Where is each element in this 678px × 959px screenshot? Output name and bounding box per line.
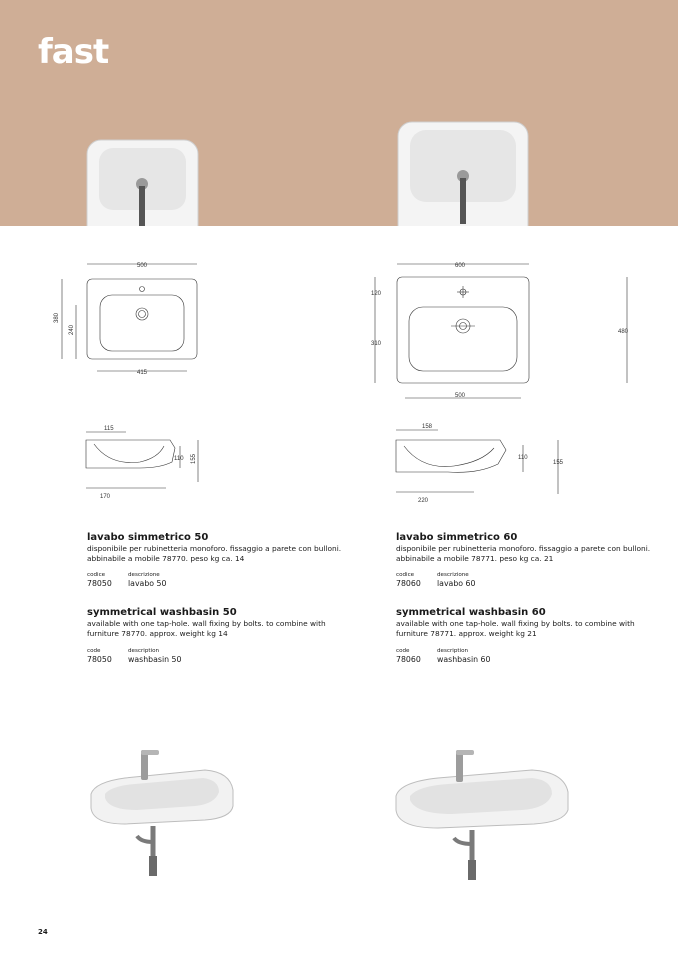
dim-side-bottom: 220 bbox=[418, 498, 429, 504]
code-label: codice bbox=[396, 572, 415, 578]
dim-side-h1: 110 bbox=[518, 455, 528, 461]
product-name: washbasin 60 bbox=[437, 655, 491, 664]
washbasin-50-top-drawing bbox=[52, 255, 202, 380]
product-name: washbasin 50 bbox=[128, 655, 182, 664]
dim-side-h2: 155 bbox=[553, 460, 564, 466]
dim-depth: 480 bbox=[618, 329, 629, 335]
washbasin-50-top-photo bbox=[85, 138, 200, 226]
product-60-desc-en: available with one tap-hole. wall fixing by bolts. to combine with furniture 78771. approx. weight kg 21 bbox=[396, 619, 635, 638]
product-code: 78050 bbox=[87, 579, 112, 588]
dim-top-width: 600 bbox=[455, 263, 466, 269]
dim-depth: 380 bbox=[54, 312, 60, 323]
page-number: 24 bbox=[38, 928, 48, 936]
product-code: 78060 bbox=[396, 579, 421, 588]
dim-side-h2: 155 bbox=[191, 453, 197, 464]
product-60-title-it: lavabo simmetrico 60 bbox=[396, 532, 518, 543]
product-code: 78060 bbox=[396, 655, 421, 664]
dim-upper: 120 bbox=[371, 291, 382, 297]
brand-logo: fast bbox=[38, 32, 109, 72]
dim-side-top: 115 bbox=[104, 426, 114, 432]
product-50-desc-en: available with one tap-hole. wall fixing by bolts. to combine with furniture 78770. approx. weight kg 14 bbox=[87, 619, 326, 638]
dim-side-top: 158 bbox=[422, 424, 433, 430]
washbasin-60-photo bbox=[392, 744, 572, 884]
washbasin-60-side-drawing bbox=[388, 418, 573, 508]
dim-bottom-width: 415 bbox=[137, 370, 148, 376]
washbasin-60-top-photo bbox=[396, 120, 530, 226]
dim-side-h1: 110 bbox=[174, 456, 184, 462]
product-60-desc-it: disponibile per rubinetteria monoforo. fissaggio a parete con bulloni. abbinabile a mobile 78771. peso kg ca. 21 bbox=[396, 544, 651, 563]
product-name: lavabo 50 bbox=[128, 579, 167, 588]
washbasin-50-photo bbox=[85, 742, 235, 882]
product-50-desc-it: disponibile per rubinetteria monoforo. fissaggio a parete con bulloni. abbinabile a mobile 78770. peso kg ca. 14 bbox=[87, 544, 342, 563]
description-label: description bbox=[128, 648, 160, 654]
description-label: description bbox=[437, 648, 469, 654]
description-label: descrizione bbox=[437, 572, 469, 578]
product-name: lavabo 60 bbox=[437, 579, 476, 588]
product-code: 78050 bbox=[87, 655, 112, 664]
product-60-title-en: symmetrical washbasin 60 bbox=[396, 607, 546, 618]
description-label: descrizione bbox=[128, 572, 160, 578]
dim-depth-inner: 240 bbox=[69, 324, 75, 335]
dim-bottom-width: 500 bbox=[455, 393, 466, 399]
dim-top-width: 500 bbox=[137, 263, 148, 269]
code-label: codice bbox=[87, 572, 106, 578]
washbasin-60-top-drawing bbox=[365, 255, 635, 405]
code-label: code bbox=[396, 648, 410, 654]
code-label: code bbox=[87, 648, 101, 654]
washbasin-50-side-drawing bbox=[80, 422, 210, 502]
product-50-title-it: lavabo simmetrico 50 bbox=[87, 532, 209, 543]
dim-side-bottom: 170 bbox=[100, 494, 111, 500]
dim-lower: 310 bbox=[371, 341, 382, 347]
product-50-title-en: symmetrical washbasin 50 bbox=[87, 607, 237, 618]
